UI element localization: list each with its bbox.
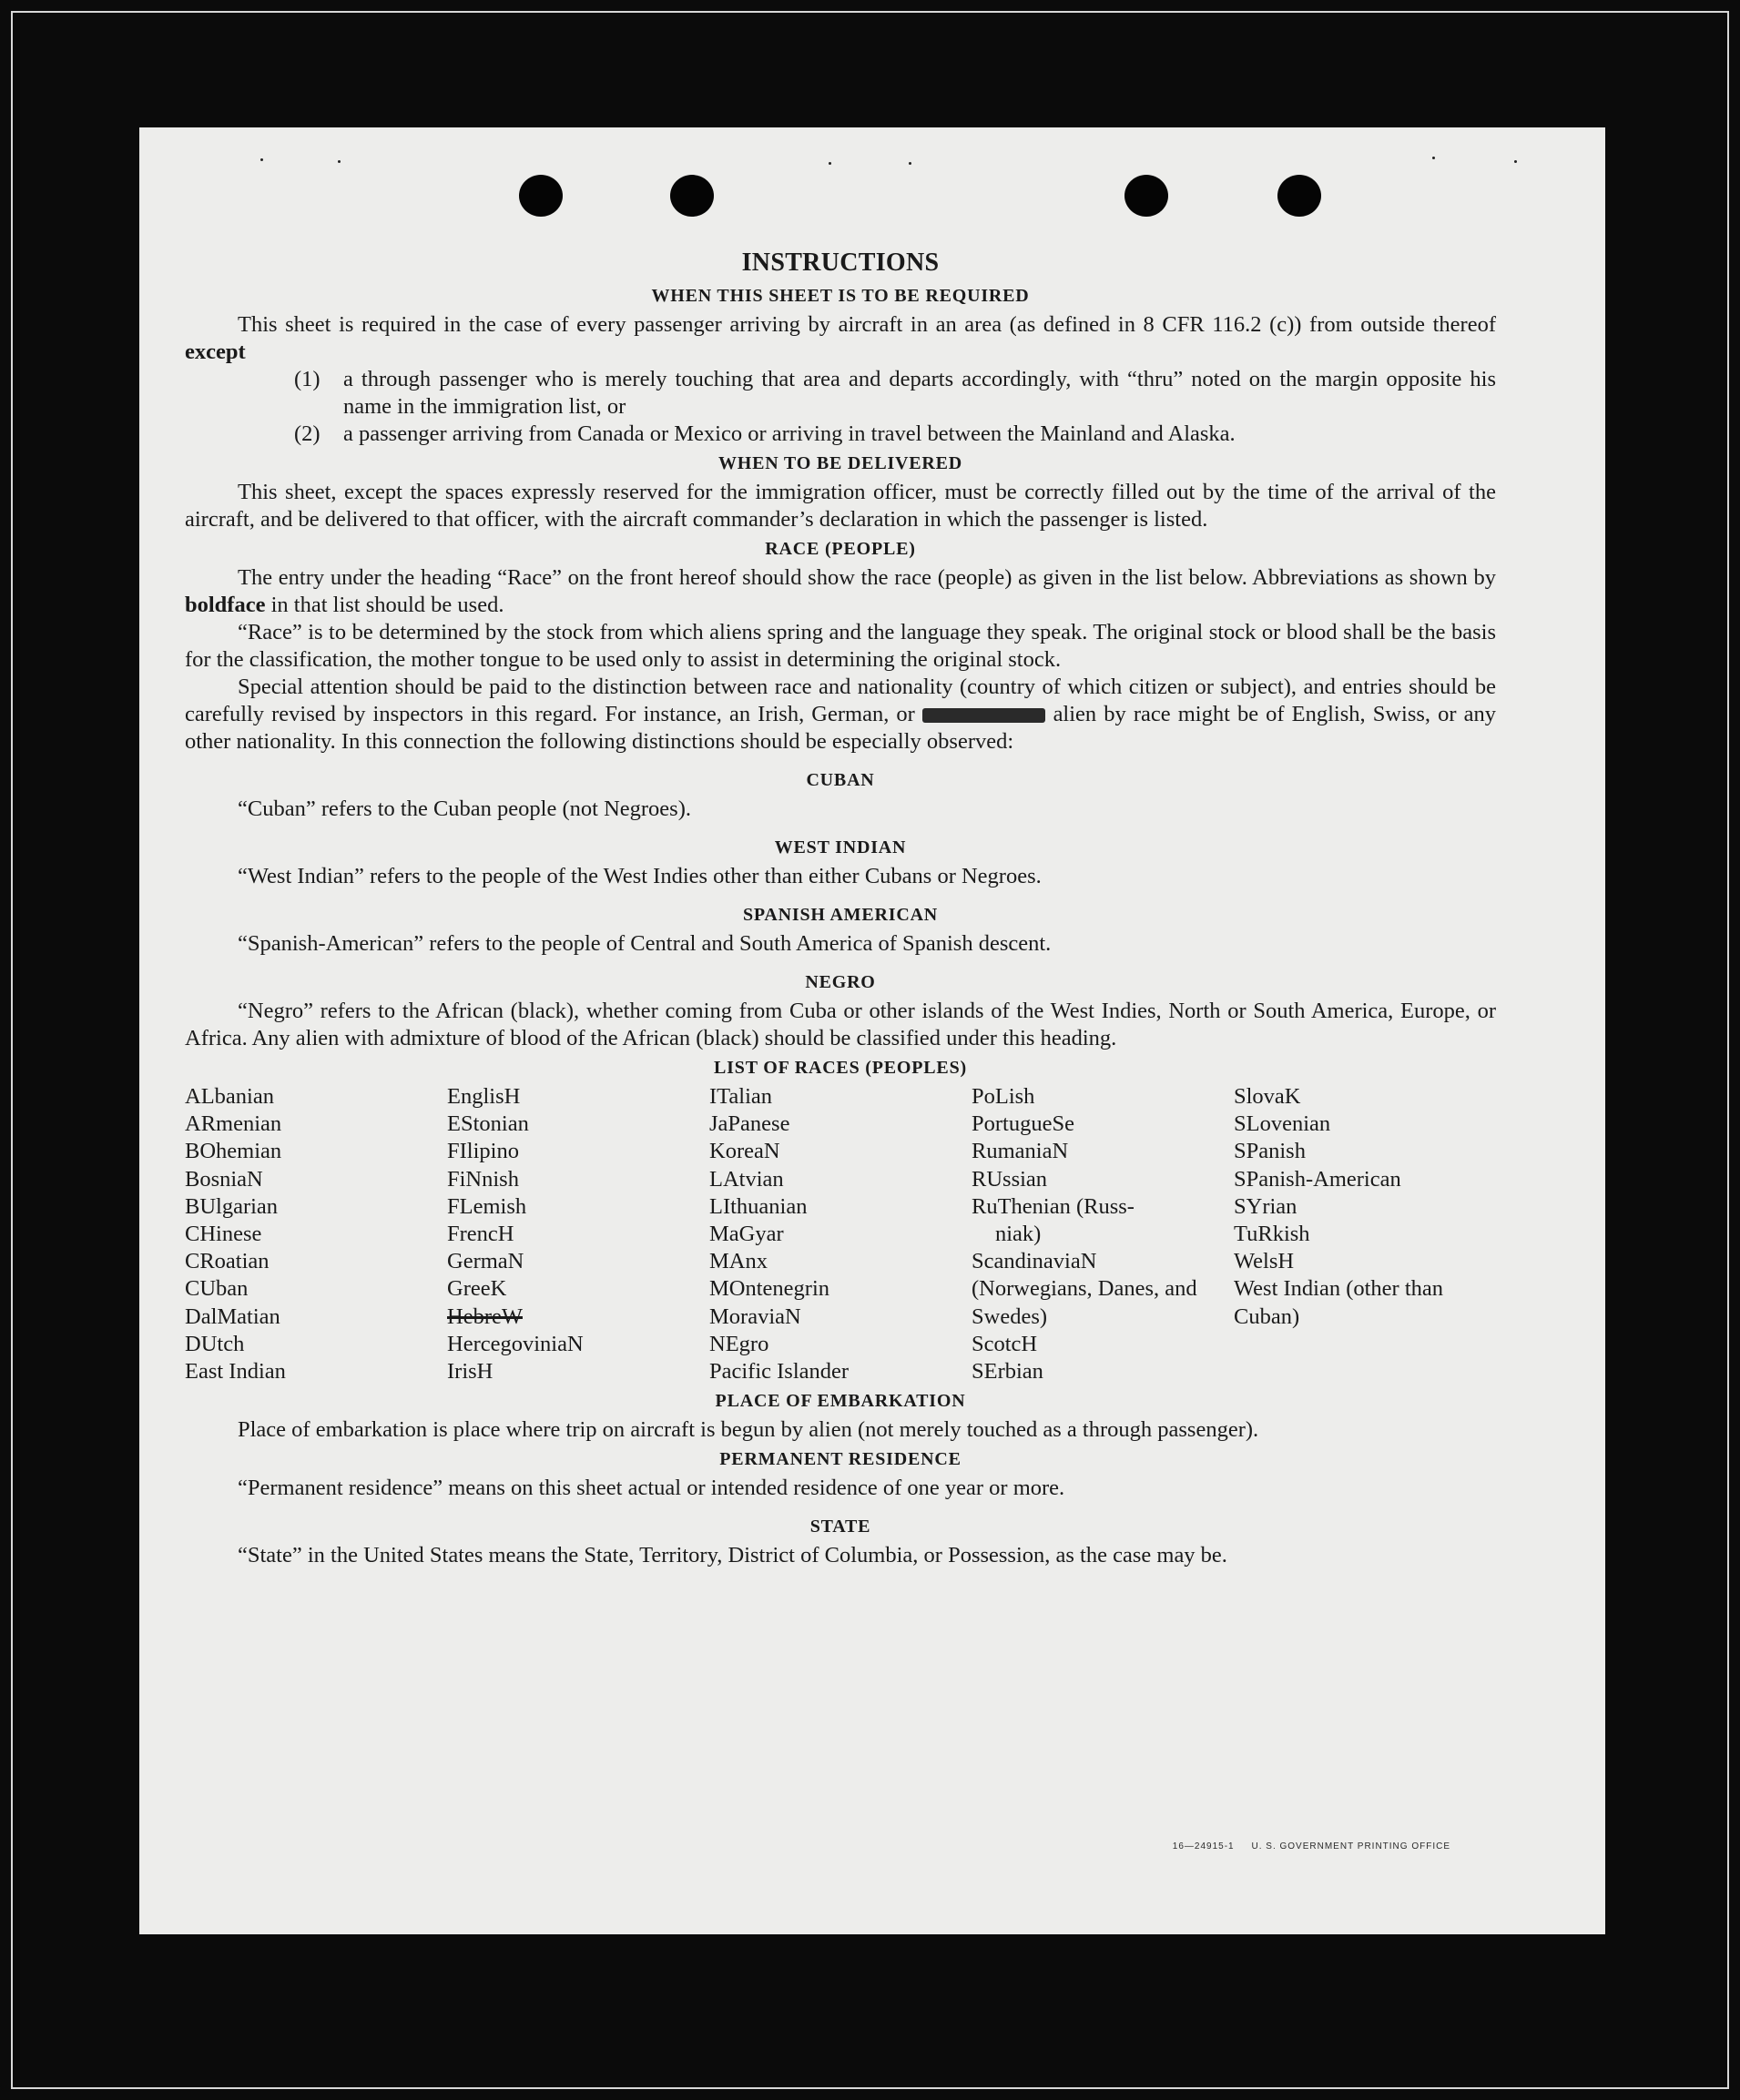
race-entry: SPanish xyxy=(1234,1139,1306,1164)
race-entry: HercegoviniaN xyxy=(447,1331,584,1356)
printer-name: U. S. GOVERNMENT PRINTING OFFICE xyxy=(1251,1841,1450,1851)
item-number: (2) xyxy=(294,421,321,446)
printer-imprint xyxy=(1173,1841,1450,1851)
text: in that list should be used. xyxy=(270,593,504,617)
race-entry: WelsH xyxy=(1234,1249,1295,1274)
punch-hole xyxy=(1124,175,1168,217)
race-entry: CHinese xyxy=(185,1222,262,1247)
race-entry: GreeK xyxy=(447,1276,507,1302)
race-entry: LIthuanian xyxy=(709,1193,808,1219)
section-heading: SPANISH AMERICAN xyxy=(742,905,939,925)
speck xyxy=(1432,157,1435,159)
paragraph xyxy=(185,564,1496,619)
race-entry: FIlipino xyxy=(447,1139,519,1164)
section-heading: RACE (PEOPLE) xyxy=(765,539,916,559)
section-heading: PLACE OF EMBARKATION xyxy=(715,1391,966,1412)
race-entry: Pacific Islander xyxy=(709,1359,850,1385)
list-item xyxy=(294,421,1496,448)
paragraph xyxy=(185,674,1496,756)
text: alien by race might be of English, Swiss, or any other nationality. In this connection the following distinctions should be especially observed: xyxy=(185,702,1497,754)
race-entry: NEgro xyxy=(709,1331,769,1356)
section-heading: NEGRO xyxy=(805,972,876,992)
section-heading: LIST OF RACES (PEOPLES) xyxy=(714,1058,967,1078)
punch-hole xyxy=(670,175,714,217)
item-number: (1) xyxy=(294,367,321,391)
paragraph: This sheet, except the spaces expressly reserved for the immigration officer, must be correctly filled out by the time of the arrival of the aircraft, and be delivered to that officer, with the aircraft commander’s declaration in which the passenger is listed. xyxy=(185,480,1496,532)
bold-text: except xyxy=(185,340,246,364)
race-entry: SlovaK xyxy=(1234,1084,1301,1109)
item-text: a passenger arriving from Canada or Mexico or arriving in travel between the Mainland and Alaska. xyxy=(343,421,1236,446)
race-entry: ScotcH xyxy=(972,1331,1038,1356)
speck xyxy=(829,162,831,165)
race-entry: KoreaN xyxy=(709,1139,780,1164)
race-entry: ALbanian xyxy=(185,1084,274,1109)
race-entry: BUlgarian xyxy=(185,1193,279,1219)
race-entry: RUssian xyxy=(972,1166,1048,1192)
punch-hole xyxy=(519,175,563,217)
paragraph: Place of embarkation is place where trip on aircraft is begun by alien (not merely touched as a through passenger). xyxy=(238,1417,1259,1443)
race-entry: BosniaN xyxy=(185,1166,263,1192)
race-entry: EnglisH xyxy=(447,1084,521,1109)
race-entry: MaGyar xyxy=(709,1222,784,1247)
race-entry: FrencH xyxy=(447,1222,514,1247)
instructions-body xyxy=(185,249,1496,1569)
paragraph: “Race” is to be determined by the stock from which aliens spring and the language they speak. The original stock or blood shall be the basis for the classification, the mother tongue to be used only to assist in determining the original stock. xyxy=(185,620,1496,672)
race-entry: SLovenian xyxy=(1234,1111,1331,1137)
paragraph: “Cuban” refers to the Cuban people (not Negroes). xyxy=(238,796,691,821)
race-entry: SYrian xyxy=(1234,1193,1297,1219)
race-entry: IrisH xyxy=(447,1359,494,1385)
race-entry: East Indian xyxy=(185,1359,286,1385)
race-column xyxy=(185,1083,447,1385)
race-list xyxy=(185,1083,1496,1385)
race-entry: SErbian xyxy=(972,1359,1043,1385)
race-entry: MoraviaN xyxy=(709,1304,801,1329)
race-entry-continued: niak) xyxy=(995,1222,1042,1247)
race-entry-struck: HebreW xyxy=(447,1304,523,1329)
speck xyxy=(338,160,341,163)
race-entry: ITalian xyxy=(709,1084,773,1109)
paragraph: “Permanent residence” means on this sheet actual or intended residence of one year or more. xyxy=(238,1476,1065,1501)
text: Special attention should be paid to the distinction between race and nationality (country of which citizen or subject), and entries should be carefully revised by inspectors in this regard. For instance, an Irish, German, or xyxy=(185,675,1496,726)
race-entry: GermaN xyxy=(447,1249,524,1274)
race-entry: EStonian xyxy=(447,1111,529,1137)
speck xyxy=(909,162,911,165)
section-heading: WHEN THIS SHEET IS TO BE REQUIRED xyxy=(651,286,1030,306)
race-entry: PoLish xyxy=(972,1084,1035,1109)
redacted-word xyxy=(922,708,1046,723)
race-entry: RumaniaN xyxy=(972,1139,1069,1164)
section-heading: WHEN TO BE DELIVERED xyxy=(717,453,963,473)
section-heading: PERMANENT RESIDENCE xyxy=(719,1449,962,1470)
race-entry: ScandinaviaN (Norwegians, Danes, and Swedes) xyxy=(972,1249,1197,1329)
section-heading: STATE xyxy=(809,1517,871,1537)
text: The entry under the heading “Race” on the front hereof should show the race (people) as given in the list below. Abbreviations as shown by xyxy=(238,565,1496,590)
race-entry: ARmenian xyxy=(185,1111,282,1137)
race-entry: BOhemian xyxy=(185,1139,282,1164)
text: This sheet is required in the case of every passenger arriving by aircraft in an area (as defined in 8 CFR 116.2 (c)) from outside thereof xyxy=(238,312,1496,337)
speck xyxy=(1514,160,1517,163)
paragraph: “West Indian” refers to the people of the West Indies other than either Cubans or Negroes. xyxy=(238,864,1042,888)
section-heading: WEST INDIAN xyxy=(774,837,907,857)
race-entry: MOntenegrin xyxy=(709,1276,829,1302)
race-column xyxy=(1234,1083,1496,1385)
race-column xyxy=(709,1083,972,1385)
page-title: INSTRUCTIONS xyxy=(741,249,940,277)
document-page xyxy=(139,127,1605,1934)
race-entry: DalMatian xyxy=(185,1304,280,1329)
speck xyxy=(260,158,263,161)
race-entry: MAnx xyxy=(709,1249,768,1274)
paragraph xyxy=(185,311,1496,366)
race-column xyxy=(972,1083,1234,1385)
punch-hole xyxy=(1277,175,1321,217)
paragraph: “Negro” refers to the African (black), whether coming from Cuba or other islands of the West Indies, North or South America, Europe, or Africa. Any alien with admixture of blood of the African (black) should be classified under this heading. xyxy=(185,999,1496,1050)
race-entry: LAtvian xyxy=(709,1166,784,1192)
section-heading: CUBAN xyxy=(806,770,875,790)
race-entry: TuRkish xyxy=(1234,1222,1310,1247)
list-item xyxy=(294,366,1496,421)
paragraph: “State” in the United States means the State, Territory, District of Columbia, or Possession, as the case may be. xyxy=(238,1543,1227,1568)
race-entry: JaPanese xyxy=(709,1111,790,1137)
item-text: a through passenger who is merely touching that area and departs accordingly, with “thru” noted on the margin opposite his name in the immigration list, or xyxy=(343,367,1496,419)
race-entry: FLemish xyxy=(447,1193,527,1219)
form-number: 16—24915-1 xyxy=(1172,1841,1235,1851)
bold-text: boldface xyxy=(185,593,266,617)
race-entry: West Indian (other than Cuban) xyxy=(1234,1276,1444,1329)
race-entry: RuThenian (Russ- xyxy=(972,1193,1135,1219)
paragraph: “Spanish-American” refers to the people of Central and South America of Spanish descent. xyxy=(238,931,1052,956)
race-entry: CUban xyxy=(185,1276,249,1302)
race-entry: FiNnish xyxy=(447,1166,519,1192)
race-entry: CRoatian xyxy=(185,1249,270,1274)
race-column xyxy=(447,1083,709,1385)
race-entry: SPanish-American xyxy=(1234,1166,1401,1192)
race-entry: PortugueSe xyxy=(972,1111,1074,1137)
race-entry: DUtch xyxy=(185,1331,245,1356)
